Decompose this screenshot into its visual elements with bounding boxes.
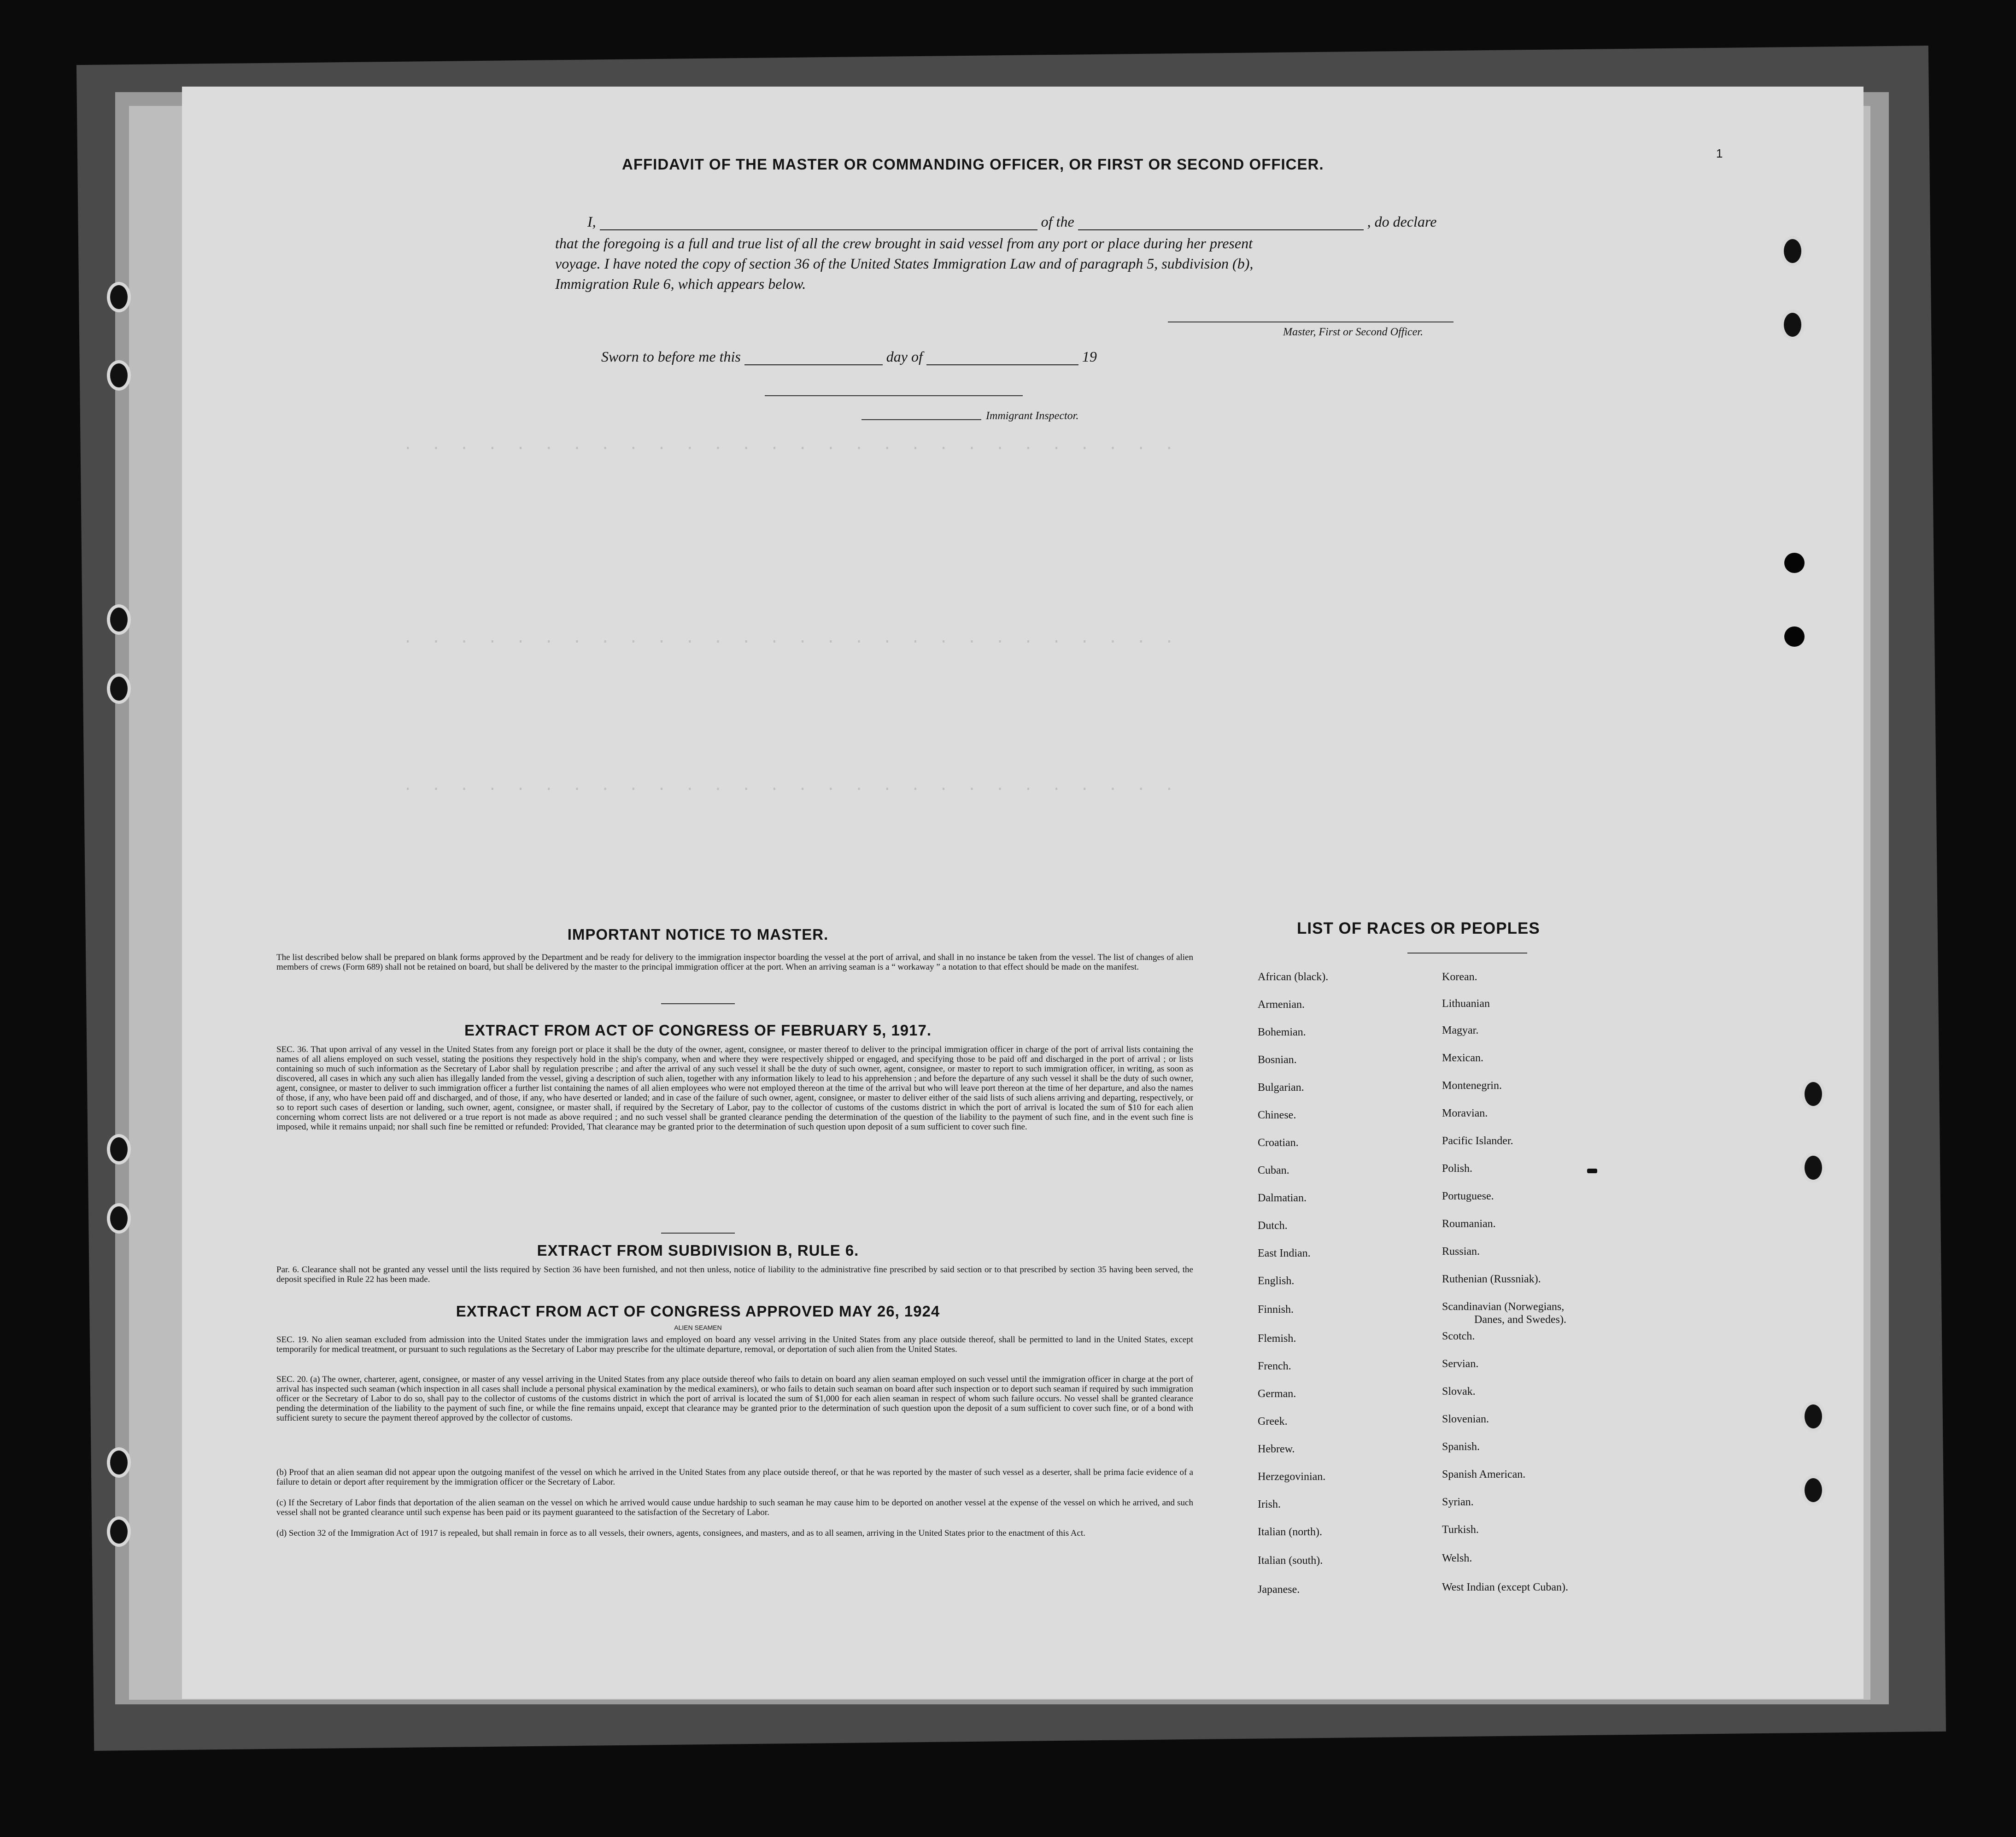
binder-hole [1781,310,1805,340]
race-left: Irish. [1258,1498,1281,1510]
binder-hole [107,1203,131,1234]
race-right: Scotch. [1442,1330,1475,1342]
race-left: Italian (south). [1258,1555,1323,1567]
day-of-label: day of [886,348,923,365]
race-left: African (black). [1258,971,1329,983]
race-right: Montenegrin. [1442,1080,1502,1092]
race-left: Flemish. [1258,1333,1296,1345]
sec20b-text: (b) Proof that an alien seaman did not appear upon the outgoing manifest of the vessel on which he arrived in the United States from any place outside thereof, or that he was reported by the master of such vessel as a deserter, shall be prima facie evidence of a failure to detain or deport after requirement by the immigration officer or the Secretary of Labor. [276,1468,1193,1487]
race-right: Scandinavian (Norwegians, [1442,1301,1565,1313]
sec20d-text: (d) Section 32 of the Immigration Act of 1917 is repealed, but shall remain in force as to all vessels, their owners, agents, consignees, and masters, and as to all seamen, arriving in the United States prior to the enactment of this Act. [276,1528,1085,1538]
bleed-through-text: . . . . . . . . . . . . . . . . . . . . . . . . . . . . [403,778,1174,795]
bleed-through-text: . . . . . . . . . . . . . . . . . . . . . . . . . . . . [403,437,1174,454]
year-label: 19 [1082,348,1097,365]
race-right-continued: Danes, and Swedes). [1474,1314,1566,1326]
binder-hole [107,1516,131,1547]
sec20c-text: (c) If the Secretary of Labor finds that deportation of the alien seaman on the vessel on which he arrived would cause undue hardship to such seaman he may cause him to be deported on another vessel at the expense of the vessel on which he arrived, and such vessel shall not be granted clearance until such expense has been paid or its payment guaranteed to the satisfaction of the Secretary of Labor. [276,1498,1193,1517]
race-left: French. [1258,1360,1291,1372]
race-right: Moravian. [1442,1107,1488,1119]
race-left: Bulgarian. [1258,1082,1304,1094]
race-left: Bosnian. [1258,1054,1297,1066]
alien-seamen-subtitle: ALIEN SEAMEN [674,1324,722,1331]
race-right: Spanish. [1442,1441,1480,1453]
binder-hole [107,673,131,704]
race-right: Pacific Islander. [1442,1135,1513,1147]
race-right: Slovak. [1442,1386,1476,1398]
race-right: Korean. [1442,971,1477,983]
notice-title: IMPORTANT NOTICE TO MASTER. [567,926,829,943]
vessel-name-field[interactable] [1078,229,1364,230]
race-right: Magyar. [1442,1024,1479,1036]
rule6-title: EXTRACT FROM SUBDIVISION B, RULE 6. [537,1242,859,1259]
sworn-line [601,348,1097,365]
sworn-day-field[interactable] [744,364,883,365]
punch-hole [1784,553,1805,573]
rule6-text: Par. 6. Clearance shall not be granted any vessel until the lists required by Section 36 have been furnished, and not then unless, notice of liability to the administrative fine prescribed by said section or to that prescribed by section 35 having been served, the deposit specified in Rule 22 has been made. [276,1265,1193,1284]
races-title: LIST OF RACES OR PEOPLES [1297,919,1540,937]
of-the-label: of the [1041,213,1074,230]
race-right: Syrian. [1442,1496,1474,1508]
divider [661,1233,735,1234]
race-left: Dalmatian. [1258,1192,1307,1204]
binder-hole [107,604,131,635]
race-right: Spanish American. [1442,1468,1526,1480]
extract-1924-title: EXTRACT FROM ACT OF CONGRESS APPROVED MAY 26, 1924 [456,1303,940,1320]
inspector-signature-line-2[interactable] [861,419,981,420]
divider [1407,953,1527,954]
race-right: West Indian (except Cuban). [1442,1581,1568,1593]
notice-text: The list described below shall be prepared on blank forms approved by the Department and be ready for delivery to the immigration inspector boarding the vessel at the port of arrival, and shall in no instance be taken from the vessel. The list of changes of alien members of crews (Form 689) shall not be retained on board, but shall be delivered by the master to the principal immigration officer at the port. When an arriving seaman is a “ workaway ” a notation to that effect should be made on the manifest. [276,953,1193,972]
race-left: English. [1258,1275,1295,1287]
binder-hole [107,1447,131,1478]
race-right: Turkish. [1442,1524,1479,1536]
race-right: Servian. [1442,1358,1479,1370]
race-right: Slovenian. [1442,1413,1489,1425]
master-signature-label: Master, First or Second Officer. [1283,326,1423,338]
race-left: Bohemian. [1258,1026,1306,1038]
binder-hole [107,360,131,391]
bleed-through-text: . . . . . . . . . . . . . . . . . . . . . . . . . . . . [403,630,1174,648]
sec20a-text: SEC. 20. (a) The owner, charterer, agent, consignee, or master of any vessel arriving in the United States from any place outside thereof who fails to detain on board any alien seaman employed on such vessel until the immigration officer in charge at the port of arrival has inspected such seaman (which inspection in all cases shall include a personal physical examination by the medical examiners), or who fails to detain such seaman on board after such inspection or to deport such seaman if required by such immigration officer or the Secretary of Labor to do so, shall pay to the collector of customs of the customs district in which the port of arrival is located the sum of $1,000 for each alien seaman in respect of whom such failure occurs. No vessel shall be granted clearance pending the determination of the liability to the payment of such fine, or while the fine remains unpaid, except that clearance may be granted prior to the determination of such question upon the deposit of a sum sufficient to cover such fine, or of a bond with sufficient surety to secure the payment thereof approved by the collector of customs. [276,1375,1193,1423]
sworn-label: Sworn to before me this [601,348,741,365]
race-right: Russian. [1442,1246,1480,1258]
ink-mark [1587,1169,1597,1173]
divider [661,1003,735,1004]
extract-1917-text: SEC. 36. That upon arrival of any vessel in the United States from any foreign port or place it shall be the duty of the owner, agent, consignee, or master thereof to deliver to the principal immigration officer in charge of the port of arrival lists containing the names of all aliens employed on such vessel, stating the positions they respectively hold in the ship's company, when and where they were respectively shipped or engaged, and specifying those to be paid off and discharged in the port of arrival ; or lists containing so much of such information as the Secretary of Labor shall by regulation prescribe ; and after the arrival of any such vessel it shall be the duty of such owner, agent, consignee, or master to report to such immigration officer, in writing, as soon as discovered, all cases in which any such alien has illegally landed from the vessel, giving a description of such alien, together with any information likely to lead to his apprehension ; and before the departure of any such vessel it shall be the duty of such owner, agent, consignee, or master to deliver to such immigration officer a further list containing the names of all alien employees who were not employed thereon at the time of the arrival but who will leave port thereon at the time of her departure, and also the names of those, if any, who have been paid off and discharged, and of those, if any, who have deserted or landed; and in case of the failure of such owner, agent, consignee, or master to deliver either of the said lists of such aliens arriving and departing, respectively, or so to report such cases of desertion or landing, such owner, agent, consignee, or master shall, if required by the Secretary of Labor, pay to the collector of customs of the customs district in which the port of arrival is located the sum of $10 for each alien concerning whom correct lists are not delivered or a true report is not made as above required ; and no such vessel shall be granted clearance pending the determination of the question of the liability to the payment of such fine, and in the event such fine is imposed, while it remains unpaid; nor shall such fine be remitted or refunded: Provided, That clearance may be granted prior to the determination of such question upon deposit of a sum sufficient to cover such fine. [276,1045,1193,1132]
race-left: Croatian. [1258,1137,1299,1149]
race-left: Japanese. [1258,1584,1300,1596]
binder-hole [1801,1401,1825,1432]
manifest-page [182,87,1864,1699]
binder-hole [1801,1079,1825,1109]
affidavit-line-1 [587,213,1436,230]
page-number: 1 [1716,146,1723,160]
inspector-signature-line-1[interactable] [765,395,1023,396]
affidavit-line-3: voyage. I have noted the copy of section 36 of the United States Immigration Law and of paragraph 5, subdivision (b), [555,255,1254,272]
race-left: Cuban. [1258,1164,1289,1176]
race-left: Armenian. [1258,999,1305,1011]
do-declare-label: , do declare [1367,213,1437,230]
binder-hole [1801,1475,1825,1505]
master-name-field[interactable] [600,229,1037,230]
race-left: Hebrew. [1258,1443,1295,1455]
race-left: Finnish. [1258,1304,1294,1316]
sec19-text: SEC. 19. No alien seaman excluded from admission into the United States under the immigration laws and employed on board any vessel arriving in the United States from any place outside thereof, shall be permitted to land in the United States, except temporarily for medical treatment, or pursuant to such regulations as the Secretary of Labor may prescribe for the ultimate departure, removal, or deportation of such alien from the United States. [276,1335,1193,1354]
punch-hole [1784,626,1805,647]
race-left: Herzegovinian. [1258,1471,1326,1483]
race-right: Welsh. [1442,1552,1472,1564]
race-left: Chinese. [1258,1109,1296,1121]
affidavit-title: AFFIDAVIT OF THE MASTER OR COMMANDING OFFICER, OR FIRST OR SECOND OFFICER. [622,156,1324,173]
race-left: East Indian. [1258,1247,1311,1259]
extract-1917-title: EXTRACT FROM ACT OF CONGRESS OF FEBRUARY 5, 1917. [464,1022,932,1039]
affidavit-line-4: Immigration Rule 6, which appears below. [555,275,806,292]
race-left: Dutch. [1258,1220,1288,1232]
inspector-signature-label: Immigrant Inspector. [986,410,1079,422]
race-right: Lithuanian [1442,998,1490,1010]
race-left: Italian (north). [1258,1526,1322,1538]
race-right: Portuguese. [1442,1190,1494,1202]
binder-hole [1781,236,1805,266]
race-right: Polish. [1442,1163,1473,1175]
race-left: German. [1258,1388,1296,1400]
race-right: Ruthenian (Russniak). [1442,1273,1541,1285]
affidavit-i-label: I, [587,213,596,230]
binder-hole [107,282,131,312]
race-left: Greek. [1258,1416,1288,1427]
race-right: Roumanian. [1442,1218,1496,1230]
binder-hole [107,1134,131,1164]
binder-hole [1801,1153,1825,1183]
sworn-month-field[interactable] [926,364,1078,365]
race-right: Mexican. [1442,1052,1483,1064]
affidavit-line-2: that the foregoing is a full and true list of all the crew brought in said vessel from any port or place during her present [555,235,1253,252]
